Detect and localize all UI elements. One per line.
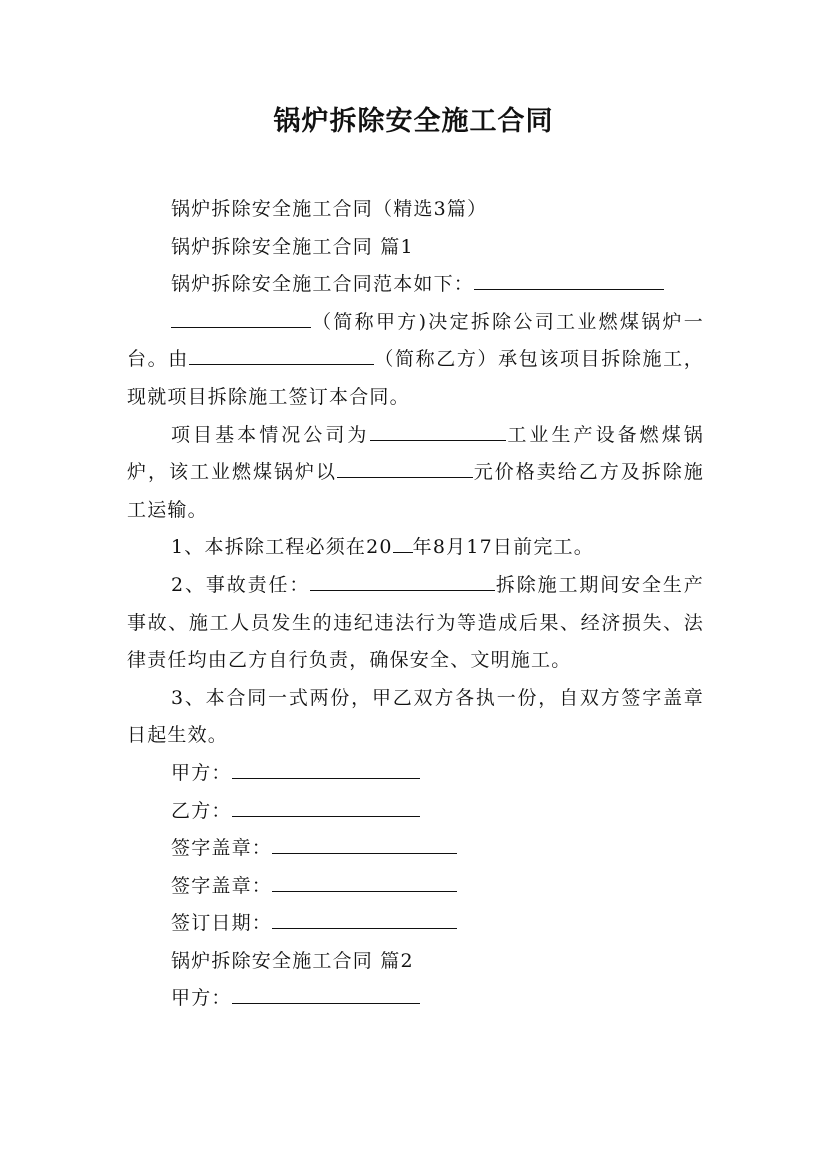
paragraph-parties xyxy=(127,304,704,417)
blank-line xyxy=(272,835,457,854)
section1-heading: 锅炉拆除安全施工合同 篇1 xyxy=(171,235,414,258)
sign-label: 签订日期： xyxy=(171,912,273,935)
section2-party-a xyxy=(127,980,704,1018)
clause-3: 3、本合同一式两份，甲乙双方各执一份，自双方签字盖章日起生效。 xyxy=(127,686,704,747)
paragraph-text: （简称甲方)决定拆除公司工业燃煤锅炉一台。由 xyxy=(127,310,704,371)
sign-seal-b xyxy=(127,868,704,906)
paragraph-text: 锅炉拆除安全施工合同范本如下： xyxy=(171,273,475,296)
paragraph-project-info xyxy=(127,417,704,530)
section2-heading: 锅炉拆除安全施工合同 篇2 xyxy=(171,949,414,972)
paragraph-text: 工业生产设备燃煤锅炉，该工业燃煤锅炉以 xyxy=(127,423,704,484)
blank-line xyxy=(272,910,457,929)
sign-label: 签字盖章： xyxy=(171,874,273,897)
clause-text: 拆除施工期间安全生产事故、施工人员发生的违纪违法行为等造成后果、经济损失、法律责任均由乙方自行负责，确保安全、文明施工。 xyxy=(127,573,704,672)
blank-line xyxy=(232,760,420,779)
document-title: 锅炉拆除安全施工合同 xyxy=(273,106,554,137)
document-body xyxy=(127,191,704,1018)
paragraph-template-intro xyxy=(127,266,704,304)
blank-line xyxy=(232,985,420,1004)
paragraph-text: 项目基本情况公司为 xyxy=(171,423,370,446)
blank-line xyxy=(171,309,311,328)
sign-date xyxy=(127,905,704,943)
sign-label: 签字盖章： xyxy=(171,837,273,860)
clause-2 xyxy=(127,567,704,680)
paragraph-text: 元价格卖给乙方及拆除施工运输。 xyxy=(127,461,704,521)
sign-label: 甲方： xyxy=(171,987,232,1010)
blank-line xyxy=(272,873,457,892)
paragraph-text: （简称乙方）承包该项目拆除施工，现就项目拆除施工签订本合同。 xyxy=(127,348,705,408)
clause-text: 年8月17日前完工。 xyxy=(412,536,594,559)
clause-text: 2、事故责任： xyxy=(171,573,311,596)
blank-line xyxy=(310,572,495,591)
clause-1 xyxy=(127,529,704,567)
sign-seal-a xyxy=(127,830,704,868)
blank-line xyxy=(370,422,506,441)
sign-label: 乙方： xyxy=(171,799,232,822)
sign-label: 甲方： xyxy=(171,761,232,784)
clause-text: 1、本拆除工程必须在20 xyxy=(171,536,393,559)
blank-line xyxy=(337,459,473,478)
blank-line xyxy=(393,534,413,553)
blank-line xyxy=(474,271,664,290)
sign-party-b xyxy=(127,793,704,831)
sign-party-a xyxy=(127,755,704,793)
intro-line: 锅炉拆除安全施工合同（精选3篇） xyxy=(171,198,488,220)
blank-line xyxy=(189,346,374,365)
blank-line xyxy=(232,798,420,817)
